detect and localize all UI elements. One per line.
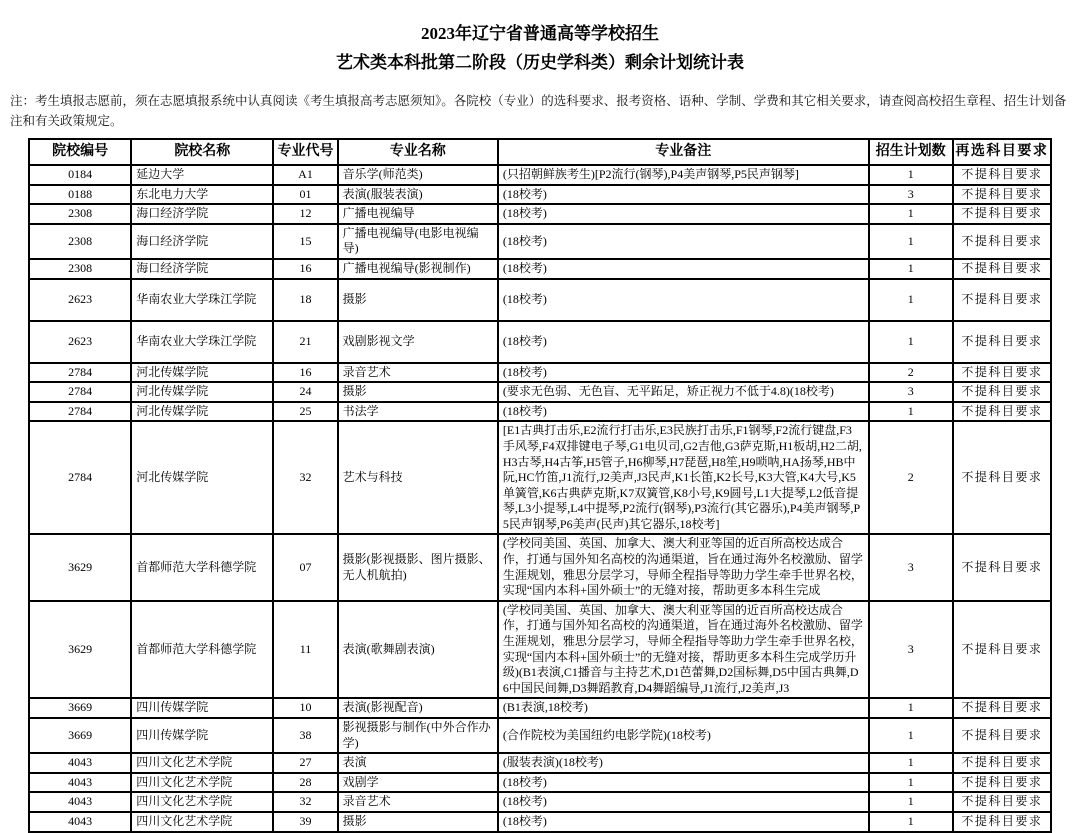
cell-school-code: 2784: [29, 382, 131, 402]
table-row: [29, 601, 1051, 699]
cell-school-code: 2623: [29, 279, 131, 321]
cell-major-name: 广播电视编导(电影电视编导): [338, 224, 498, 259]
cell-school-code: 4043: [29, 792, 131, 812]
cell-plan-count: 1: [869, 753, 953, 773]
cell-school-name: 四川传媒学院: [131, 718, 273, 753]
cell-subject-requirement: 不提科目要求: [953, 812, 1051, 832]
cell-subject-requirement: 不提科目要求: [953, 321, 1051, 363]
cell-school-code: 0188: [29, 185, 131, 205]
cell-plan-count: 3: [869, 382, 953, 402]
cell-major-code: 12: [273, 204, 337, 224]
cell-major-code: 28: [273, 773, 337, 793]
cell-school-name: 延边大学: [131, 165, 273, 185]
cell-subject-requirement: 不提科目要求: [953, 792, 1051, 812]
cell-remark: (18校考): [498, 204, 869, 224]
document-page: [0, 20, 1080, 828]
table-row: [29, 363, 1051, 383]
cell-remark: [E1古典打击乐,E2流行打击乐,E3民族打击乐,F1钢琴,F2流行键盘,F3手风琴,F4双排键电子琴,G1电贝司,G2吉他,G3萨克斯,H1板胡,H2二胡,H3古琴,H4古筝,H5管子,H6柳琴,H7琵琶,H8笙,H9唢呐,HA扬琴,HB中阮,HC竹笛,J1流行,J2美声,J3民声,K1长笛,K2长号,K3大管,K4大号,K5单簧管,K6古典萨克斯,K7双簧管,K8小号,K9圆号,L1大提琴,L2低音提琴,L3小提琴,L4中提琴,P2流行(钢琴),P3流行(其它器乐),P4美声钢琴,P5民声钢琴,P6美声(民声)其它器乐,18校考]: [498, 421, 869, 534]
table-row: [29, 534, 1051, 600]
cell-subject-requirement: 不提科目要求: [953, 224, 1051, 259]
table-row: [29, 812, 1051, 832]
cell-school-name: 四川文化艺术学院: [131, 753, 273, 773]
cell-school-name: 东北电力大学: [131, 185, 273, 205]
cell-school-name: 河北传媒学院: [131, 363, 273, 383]
cell-major-code: 27: [273, 753, 337, 773]
table-row: [29, 773, 1051, 793]
cell-major-code: 18: [273, 279, 337, 321]
cell-school-name: 华南农业大学珠江学院: [131, 279, 273, 321]
cell-subject-requirement: 不提科目要求: [953, 185, 1051, 205]
cell-remark: (18校考): [498, 402, 869, 422]
cell-subject-requirement: 不提科目要求: [953, 534, 1051, 600]
cell-remark: (18校考): [498, 792, 869, 812]
cell-plan-count: 1: [869, 279, 953, 321]
cell-major-name: 表演(影视配音): [338, 698, 498, 718]
cell-plan-count: 1: [869, 321, 953, 363]
cell-major-code: 11: [273, 601, 337, 699]
cell-school-name: 首都师范大学科德学院: [131, 534, 273, 600]
cell-major-name: 录音艺术: [338, 363, 498, 383]
cell-school-code: 2308: [29, 259, 131, 279]
cell-remark: (只招朝鲜族考生)[P2流行(钢琴),P4美声钢琴,P5民声钢琴]: [498, 165, 869, 185]
cell-school-name: 四川文化艺术学院: [131, 773, 273, 793]
table-row: [29, 224, 1051, 259]
cell-major-name: 表演(歌舞剧表演): [338, 601, 498, 699]
table-row: [29, 792, 1051, 812]
cell-school-name: 海口经济学院: [131, 259, 273, 279]
cell-major-code: 15: [273, 224, 337, 259]
cell-major-code: A1: [273, 165, 337, 185]
cell-plan-count: 1: [869, 792, 953, 812]
cell-subject-requirement: 不提科目要求: [953, 259, 1051, 279]
header-plan-count: 招生计划数: [869, 139, 953, 165]
cell-plan-count: 3: [869, 534, 953, 600]
cell-school-name: 四川传媒学院: [131, 698, 273, 718]
cell-plan-count: 1: [869, 259, 953, 279]
cell-major-name: 摄影(影视摄影、图片摄影、无人机航拍): [338, 534, 498, 600]
cell-major-name: 表演(服装表演): [338, 185, 498, 205]
cell-school-code: 2623: [29, 321, 131, 363]
cell-subject-requirement: 不提科目要求: [953, 753, 1051, 773]
cell-plan-count: 1: [869, 718, 953, 753]
table-row: [29, 185, 1051, 205]
note-text: 注：考生填报志愿前，须在志愿填报系统中认真阅读《考生填报高考志愿须知》。各院校（专业）的选科要求、报考资格、语种、学制、学费和其它相关要求，请查阅高校招生章程、招生计划备注和有关政策规定。: [10, 93, 1067, 128]
cell-school-code: 4043: [29, 812, 131, 832]
table-row: [29, 165, 1051, 185]
cell-major-code: 16: [273, 363, 337, 383]
cell-school-code: 3629: [29, 534, 131, 600]
page-title-line2: 艺术类本科批第二阶段（历史学科类）剩余计划统计表: [336, 52, 744, 72]
cell-remark: (学校同美国、英国、加拿大、澳大利亚等国的近百所高校达成合作，打通与国外知名高校的沟通渠道，旨在通过海外名校激励、留学生涯规划，雅思分层学习，导师全程指导等助力学生牵手世界名校，实现“国内本科+国外硕士”的无缝对接，帮助更多本科生完成学历升级)(B1表演,C1播音与主持艺术,D1芭蕾舞,D2国标舞,D5中国古典舞,D6中国民间舞,D3舞蹈教育,D4舞蹈编导,J1流行,J2美声,J3: [498, 601, 869, 699]
cell-school-name: 河北传媒学院: [131, 421, 273, 534]
cell-major-name: 广播电视编导: [338, 204, 498, 224]
table-row: [29, 421, 1051, 534]
cell-school-code: 4043: [29, 773, 131, 793]
header-school-code: 院校编号: [29, 139, 131, 165]
cell-major-name: 戏剧学: [338, 773, 498, 793]
cell-subject-requirement: 不提科目要求: [953, 421, 1051, 534]
cell-plan-count: 1: [869, 224, 953, 259]
table-row: [29, 382, 1051, 402]
cell-subject-requirement: 不提科目要求: [953, 698, 1051, 718]
cell-school-code: 3629: [29, 601, 131, 699]
cell-school-name: 河北传媒学院: [131, 382, 273, 402]
header-major-remark: 专业备注: [498, 139, 869, 165]
cell-major-name: 摄影: [338, 279, 498, 321]
cell-remark: (18校考): [498, 363, 869, 383]
cell-subject-requirement: 不提科目要求: [953, 165, 1051, 185]
cell-remark: (18校考): [498, 185, 869, 205]
cell-remark: (18校考): [498, 773, 869, 793]
cell-remark: (18校考): [498, 812, 869, 832]
cell-school-name: 四川文化艺术学院: [131, 812, 273, 832]
cell-major-name: 表演: [338, 753, 498, 773]
table-row: [29, 402, 1051, 422]
cell-subject-requirement: 不提科目要求: [953, 402, 1051, 422]
cell-school-name: 海口经济学院: [131, 224, 273, 259]
header-subject-requirement: 再选科目要求: [953, 139, 1051, 165]
cell-subject-requirement: 不提科目要求: [953, 718, 1051, 753]
cell-school-name: 首都师范大学科德学院: [131, 601, 273, 699]
cell-remark: (合作院校为美国纽约电影学院)(18校考): [498, 718, 869, 753]
cell-major-name: 艺术与科技: [338, 421, 498, 534]
cell-major-code: 38: [273, 718, 337, 753]
cell-plan-count: 2: [869, 421, 953, 534]
cell-major-name: 摄影: [338, 382, 498, 402]
cell-major-code: 24: [273, 382, 337, 402]
cell-major-name: 影视摄影与制作(中外合作办学): [338, 718, 498, 753]
cell-major-code: 16: [273, 259, 337, 279]
cell-school-name: 华南农业大学珠江学院: [131, 321, 273, 363]
table-row: [29, 698, 1051, 718]
cell-major-code: 32: [273, 792, 337, 812]
cell-remark: (B1表演,18校考): [498, 698, 869, 718]
cell-major-code: 07: [273, 534, 337, 600]
cell-major-code: 32: [273, 421, 337, 534]
cell-plan-count: 1: [869, 402, 953, 422]
cell-school-code: 2308: [29, 204, 131, 224]
table-row: [29, 321, 1051, 363]
cell-subject-requirement: 不提科目要求: [953, 773, 1051, 793]
table-row: [29, 279, 1051, 321]
table-row: [29, 259, 1051, 279]
table-body: [29, 165, 1051, 832]
page-title: [0, 20, 1080, 78]
cell-major-code: 01: [273, 185, 337, 205]
table-row: [29, 753, 1051, 773]
cell-remark: (18校考): [498, 224, 869, 259]
cell-plan-count: 3: [869, 185, 953, 205]
cell-plan-count: 2: [869, 363, 953, 383]
table-row: [29, 718, 1051, 753]
cell-remark: (要求无色弱、无色盲、无平跖足，矫正视力不低于4.8)(18校考): [498, 382, 869, 402]
cell-major-code: 25: [273, 402, 337, 422]
cell-subject-requirement: 不提科目要求: [953, 279, 1051, 321]
cell-major-name: 书法学: [338, 402, 498, 422]
cell-subject-requirement: 不提科目要求: [953, 601, 1051, 699]
cell-school-code: 2784: [29, 402, 131, 422]
cell-school-code: 3669: [29, 718, 131, 753]
cell-major-code: 10: [273, 698, 337, 718]
cell-remark: (学校同美国、英国、加拿大、澳大利亚等国的近百所高校达成合作，打通与国外知名高校的沟通渠道，旨在通过海外名校激励、留学生涯规划，雅思分层学习，导师全程指导等助力学生牵手世界名校，实现“国内本科+国外硕士”的无缝对接，帮助更多本科生完成: [498, 534, 869, 600]
cell-plan-count: 1: [869, 165, 953, 185]
cell-major-name: 摄影: [338, 812, 498, 832]
cell-major-name: 录音艺术: [338, 792, 498, 812]
cell-plan-count: 1: [869, 698, 953, 718]
table-header: [29, 139, 1051, 165]
cell-major-name: 广播电视编导(影视制作): [338, 259, 498, 279]
cell-school-code: 3669: [29, 698, 131, 718]
cell-major-name: 音乐学(师范类): [338, 165, 498, 185]
cell-plan-count: 1: [869, 812, 953, 832]
cell-major-code: 21: [273, 321, 337, 363]
cell-subject-requirement: 不提科目要求: [953, 204, 1051, 224]
cell-remark: (18校考): [498, 279, 869, 321]
cell-school-code: 2784: [29, 421, 131, 534]
cell-remark: (18校考): [498, 259, 869, 279]
cell-remark: (服装表演)(18校考): [498, 753, 869, 773]
header-school-name: 院校名称: [131, 139, 273, 165]
remaining-plan-table: [28, 138, 1052, 833]
cell-school-code: 0184: [29, 165, 131, 185]
cell-plan-count: 3: [869, 601, 953, 699]
cell-subject-requirement: 不提科目要求: [953, 382, 1051, 402]
cell-subject-requirement: 不提科目要求: [953, 363, 1051, 383]
cell-plan-count: 1: [869, 773, 953, 793]
cell-school-code: 2308: [29, 224, 131, 259]
cell-school-name: 海口经济学院: [131, 204, 273, 224]
cell-major-name: 戏剧影视文学: [338, 321, 498, 363]
cell-school-code: 2784: [29, 363, 131, 383]
cell-plan-count: 1: [869, 204, 953, 224]
page-title-line1: 2023年辽宁省普通高等学校招生: [421, 24, 659, 43]
cell-school-code: 4043: [29, 753, 131, 773]
cell-remark: (18校考): [498, 321, 869, 363]
header-major-name: 专业名称: [338, 139, 498, 165]
header-major-code: 专业代号: [273, 139, 337, 165]
cell-school-name: 四川文化艺术学院: [131, 792, 273, 812]
cell-school-name: 河北传媒学院: [131, 402, 273, 422]
table-row: [29, 204, 1051, 224]
table-header-row: [29, 139, 1051, 165]
cell-major-code: 39: [273, 812, 337, 832]
